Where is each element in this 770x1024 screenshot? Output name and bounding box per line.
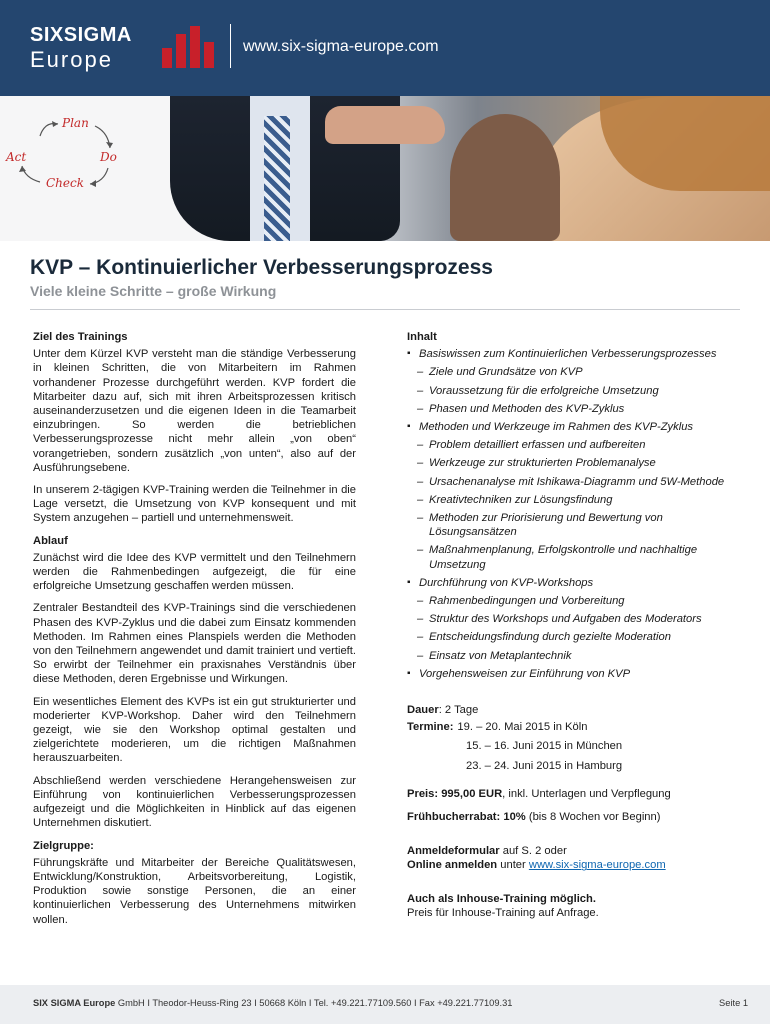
page-subtitle: Viele kleine Schritte – große Wirkung [30,283,277,299]
inhalt-subtopic: – Entscheidungsfindung durch gezielte Moderation [407,630,742,644]
header-website-link[interactable]: www.six-sigma-europe.com [243,38,439,55]
inhalt-topic: ▪ Vorgehensweisen zur Einführung von KVP [407,667,742,681]
pdca-act-label: Act [6,150,27,164]
header-divider [230,24,231,68]
page-number: Seite 1 [719,998,748,1008]
ziel-paragraph-1: Unter dem Kürzel KVP versteht man die ständige Verbesserung in kleinen Schritten, die von Mitarbeitern im Rahmen vorhandener Prozesse durchgeführt werden. KVP fordert die Mitarbeiter dazu auf, sich mit ihren Arbeitsprozessen kritisch auseinanderzusetzen und die eigenen Ideen in die Teamarbeit einzubringen. So werden die betrieblichen Verbesserungsprozesse nicht mehr allein „von oben“ vorangetrieben, sondern zusätzlich „von unten“, also auf der Ausführungsebene. [33,348,356,474]
audience-person-left [450,114,560,241]
inhalt-heading: Inhalt [407,331,437,343]
ablauf-paragraph-4: Abschließend werden verschiedene Herangehensweisen zur Einführung von kontinuierlichen Verbesserungsprozessen aufgezeigt und die Möglichkeiten in Hinblick auf das eigenen Unternehmen diskutiert. [33,774,356,830]
inhalt-subtopic: – Methoden zur Priorisierung und Bewertung von Lösungsansätzen [407,511,742,539]
inhalt-topic: ▪ Basiswissen zum Kontinuierlichen Verbesserungsprozesses [407,347,742,361]
footer-bar [0,985,770,1024]
dauer-value: : 2 Tage [438,704,479,717]
title-divider [30,309,740,310]
inhalt-subtopic: – Voraussetzung für die erfolgreiche Umsetzung [407,384,742,398]
bar-chart-logo-icon [162,26,214,68]
logo-wordmark: SIXSIGMA [30,24,132,46]
inhalt-subtopic: – Rahmenbedingungen und Vorbereitung [407,594,742,608]
preis-row [407,787,742,801]
pdca-check-label: Check [46,176,85,190]
registration-link[interactable]: www.six-sigma-europe.com [528,859,666,872]
ziel-heading: Ziel des Trainings [33,331,128,343]
termin-1: 19. – 20. Mai 2015 in Köln [457,721,588,734]
presenter-hand [325,106,445,144]
inhalt-subtopic: – Werkzeuge zur strukturierten Problemanalyse [407,456,742,470]
anmeldung-block [407,844,742,872]
six-sigma-logo[interactable] [30,24,220,72]
inhalt-list [407,347,742,681]
termin-2: 15. – 16. Juni 2015 in München [466,740,623,753]
ablauf-paragraph-2: Zentraler Bestandteil des KVP-Trainings sind die verschiedenen Phasen des KVP-Zyklus und die dabei zum Einsatz kommenden Methoden. Im Rahmen eines Planspiels werden die Methoden von den Teilnehmern angewendet und damit trainiert und vertieft. So erwirbt der Teilnehmer ein praxisnahes Verständnis über diese Methoden, deren Ergebnisse und Wirkungen. [33,602,356,686]
anmeldeformular-row [407,844,742,858]
hero-image [0,96,770,241]
ablauf-paragraph-1: Zunächst wird die Idee des KVP vermittelt und den Teilnehmern werden die Rahmenbedingen aufgezeigt, die für eine erfolgreiche Umsetzung geschaffen werden müssen. [33,551,356,593]
course-facts [407,703,742,920]
fruehbucher-label: Frühbucherrabat: 10% [407,811,526,824]
anmeldeformular-label: Anmeldeformular [407,845,500,858]
inhalt-subtopic: – Maßnahmenplanung, Erfolgskontrolle und nachhaltige Umsetzung [407,543,742,571]
zielgruppe-heading: Zielgruppe: [33,839,94,852]
ablauf-paragraph-3: Ein wesentliches Element des KVPs ist ein gut strukturierter und moderierter KVP-Workshop. Daher wird den Teilnehmern gezeigt, wie sie den Workshop optimal gestalten und zielgerichtete moderieren, um die richtigen Maßnahmen herauszuarbeiten. [33,695,356,765]
pdca-do-label: Do [100,150,117,164]
online-anmelden-row [407,858,742,872]
dauer-row [407,703,742,717]
header-banner [0,0,770,96]
footer-company: SIX SIGMA Europe [33,998,116,1008]
footer-address: GmbH I Theodor-Heuss-Ring 23 I 50668 Köln I Tel. +49.221.77109.560 I Fax +49.221.77109.31 [115,998,513,1008]
dauer-label: Dauer [407,704,439,717]
termine-label: Termine: [407,721,454,734]
inhouse-heading: Auch als Inhouse-Training möglich. [407,892,596,905]
ablauf-heading: Ablauf [33,534,68,547]
anmeldeformular-note: auf S. 2 oder [499,845,567,858]
preis-value: 995,00 EUR [441,787,503,800]
inhalt-topic: ▪ Methoden und Werkzeuge im Rahmen des KVP-Zyklus [407,420,742,434]
online-anmelden-label: Online anmelden [407,859,498,872]
termin-3: 23. – 24. Juni 2015 in Hamburg [466,759,623,772]
page-title: KVP – Kontinuierlicher Verbesserungsprozess [30,256,493,279]
online-anmelden-mid: unter [497,859,529,872]
presenter-tie [264,116,290,241]
termine-row [407,720,742,734]
inhouse-note: Preis für Inhouse-Training auf Anfrage. [407,906,599,919]
inhalt-subtopic: – Ursachenanalyse mit Ishikawa-Diagramm und 5W-Methode [407,475,742,489]
inhalt-subtopic: – Ziele und Grundsätze von KVP [407,365,742,379]
inhalt-topic: ▪ Durchführung von KVP-Workshops [407,576,742,590]
inhalt-subtopic: – Kreativtechniken zur Lösungsfindung [407,493,742,507]
inhalt-subtopic: – Problem detailliert erfassen und aufbereiten [407,438,742,452]
inhouse-block [407,892,742,920]
right-column [407,330,742,920]
ziel-paragraph-2: In unserem 2-tägigen KVP-Training werden die Teilnehmer in die Lage versetzt, die Umsetzung von KVP konsequent und mit System anzugehen – partiell und unternehmensweit. [33,484,356,525]
termine-list [466,739,742,772]
preis-note: , inkl. Unterlagen und Verpflegung [502,787,671,800]
inhalt-subtopic: – Phasen und Methoden des KVP-Zyklus [407,402,742,416]
inhalt-subtopic: – Struktur des Workshops und Aufgaben des Moderators [407,612,742,626]
logo-subline: Europe [30,47,113,72]
footer-contact [33,998,512,1008]
inhalt-subtopic: – Einsatz von Metaplantechnik [407,649,742,663]
preis-label: Preis: [407,787,439,800]
fruehbucher-note: (bis 8 Wochen vor Beginn) [525,811,661,824]
left-column [33,330,356,935]
pdca-plan-label: Plan [62,116,89,130]
fruehbucher-row [407,810,742,824]
zielgruppe-paragraph: Führungskräfte und Mitarbeiter der Bereiche Qualitätswesen, Entwicklung/Konstruktion, Arbeitsvorbereitung, Logistik, Produktion sowie sonstige Personen, die an einer kontinuierlichen Verbesserung des Unternehmens mitwirken wollen. [33,856,356,926]
